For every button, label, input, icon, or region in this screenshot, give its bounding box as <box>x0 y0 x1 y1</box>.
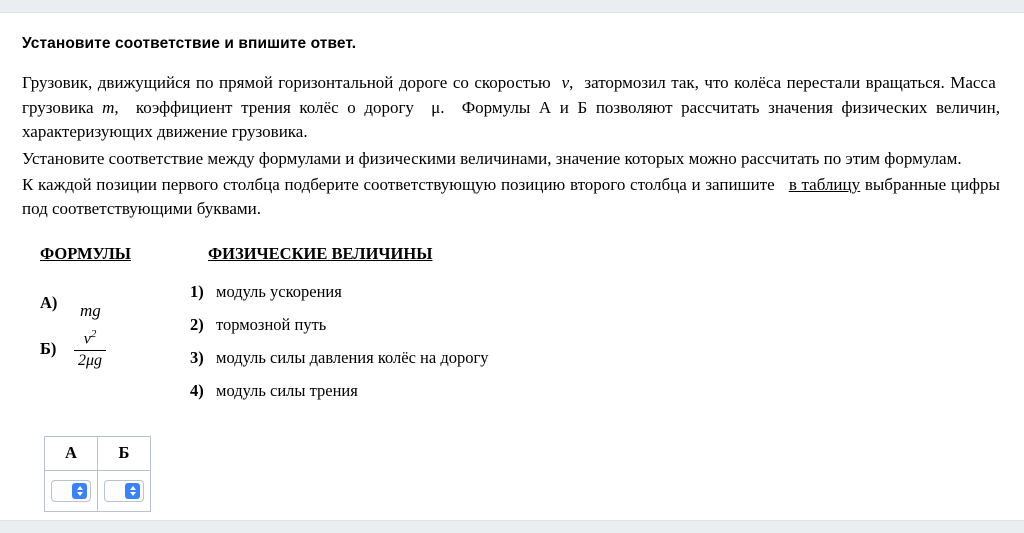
page-title: Установите соответствие и впишите ответ. <box>22 35 357 52</box>
fraction-denominator: 2μg <box>78 351 103 369</box>
physical-quantity-label-1: модуль ускорения <box>216 281 342 301</box>
description-paragraph-2: Установите соответствие между формулами и физическими величинами, значение которых можно рассчитать по этим формулам. <box>22 148 962 168</box>
answer-select-a[interactable] <box>51 480 91 502</box>
table-header-a: А <box>45 436 98 470</box>
formula-letter-a: А) <box>40 292 58 312</box>
table-header-b: Б <box>98 436 151 470</box>
table-link[interactable]: в таблицу <box>788 174 861 194</box>
task-description <box>22 71 1000 222</box>
fraction <box>74 328 106 370</box>
physical-column-header: ФИЗИЧЕСКИЕ ВЕЛИЧИНЫ <box>208 243 433 263</box>
chevron-updown-icon[interactable] <box>125 483 140 499</box>
answer-table <box>44 436 151 512</box>
physical-quantity-label-4: модуль силы трения <box>216 380 358 400</box>
columns-header-row <box>22 244 1002 264</box>
answer-cell-b[interactable] <box>98 470 151 511</box>
description-paragraph-1: Грузовик, движущийся по прямой горизонтальной дороге со скоростью v, затормозил так, что колёса перестали вращаться. Масса грузовика m, коэффициент трения колёс о дорогу μ. Формулы А и Б позволяют рассчитать значения физических величин, характеризующих движение грузовика. <box>22 73 1000 142</box>
physical-quantity-number-2: 2) <box>190 314 204 334</box>
answer-cell-a[interactable] <box>45 470 98 511</box>
physical-quantity-3 <box>190 348 489 381</box>
formula-expression-b <box>74 328 106 370</box>
columns-body <box>22 280 1002 414</box>
formulas-column <box>22 280 186 414</box>
table-row <box>45 470 151 511</box>
top-band <box>0 0 1024 13</box>
formula-expression-a: mg <box>80 300 101 320</box>
physical-quantity-2 <box>190 315 489 348</box>
physical-quantities-column <box>190 280 489 414</box>
physical-quantity-number-4: 4) <box>190 380 204 400</box>
table-header-row <box>45 436 151 470</box>
formulas-column-header: ФОРМУЛЫ <box>40 243 131 263</box>
task-page <box>0 13 1024 512</box>
formula-item-b <box>40 326 186 372</box>
answer-select-b[interactable] <box>104 480 144 502</box>
chevron-updown-icon[interactable] <box>72 483 87 499</box>
fraction-numerator: $v^2$ <box>74 328 106 351</box>
physical-quantity-1 <box>190 282 489 315</box>
physical-quantity-label-3: модуль силы давления колёс на дорогу <box>216 347 489 367</box>
physical-quantity-number-1: 1) <box>190 281 204 301</box>
physical-quantity-label-2: тормозной путь <box>216 314 327 334</box>
physical-quantity-4 <box>190 381 489 414</box>
physical-quantity-number-3: 3) <box>190 347 204 367</box>
formula-letter-b: Б) <box>40 338 57 358</box>
formula-item-a <box>40 280 186 326</box>
bottom-band <box>0 520 1024 533</box>
description-paragraph-3: К каждой позиции первого столбца подберите соответствующую позицию второго столбца и запишите в таблицу выбранные цифры под соответствующими буквами. <box>22 174 1000 219</box>
